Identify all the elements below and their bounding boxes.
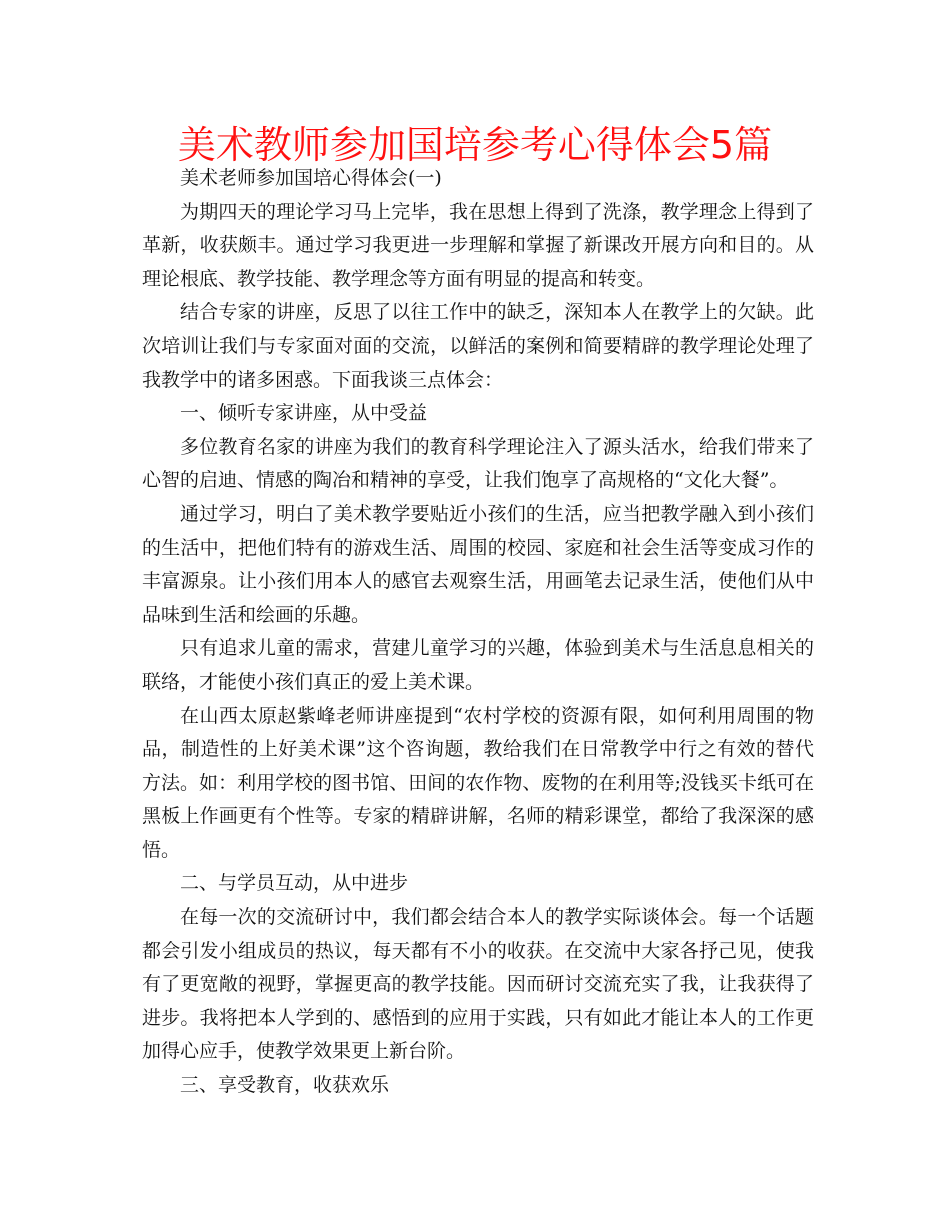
- paragraph: 结合专家的讲座，反思了以往工作中的缺乏，深知本人在教学上的欠缺。此次培训让我们与专家面对面的交流，以鲜活的案例和简要精辟的教学理论处理了我教学中的诸多困惑。下面我谈三点体会：: [142, 301, 814, 391]
- paragraph: 只有追求儿童的需求，营建儿童学习的兴趣，体验到美术与生活息息相关的联络，才能使小孩们真正的爱上美术课。: [142, 637, 814, 693]
- paragraph: 在山西太原赵紫峰老师讲座提到“农村学校的资源有限，如何利用周围的物品，制造性的上好美术课”这个咨询题，教给我们在日常教学中行之有效的替代方法。如：利用学校的图书馆、田间的农作物、废物的在利用等;没钱买卡纸可在黑板上作画更有个性等。专家的精辟讲解，名师的精彩课堂，都给了我深深的感悟。: [142, 704, 814, 861]
- subheading: 一、倾听专家讲座，从中受益: [180, 402, 428, 425]
- paragraph: 在每一次的交流研讨中，我们都会结合本人的教学实际谈体会。每一个话题都会引发小组成员的热议，每天都有不小的收获。在交流中大家各抒己见，使我有了更宽敞的视野，掌握更高的教学技能。因而研讨交流充实了我，让我获得了进步。我将把本人学到的、感悟到的应用于实践，只有如此才能让本人的工作更加得心应手，使教学效果更上新台阶。: [142, 906, 814, 1063]
- subheading: 二、与学员互动，从中进步: [180, 872, 409, 895]
- paragraph: 通过学习，明白了美术教学要贴近小孩们的生活，应当把教学融入到小孩们的生活中，把他们特有的游戏生活、周围的校园、家庭和社会生活等变成习作的丰富源泉。让小孩们用本人的感官去观察生活，用画笔去记录生活，使他们从中品味到生活和绘画的乐趣。: [142, 502, 814, 626]
- document-body: [142, 162, 814, 1103]
- paragraph: 多位教育名家的讲座为我们的教育科学理论注入了源头活水，给我们带来了心智的启迪、情感的陶冶和精神的享受，让我们饱享了高规格的“文化大餐”。: [142, 435, 814, 492]
- subheading: 三、享受教育，收获欢乐: [180, 1074, 390, 1097]
- paragraph: 为期四天的理论学习马上完毕，我在思想上得到了洗涤，教学理念上得到了革新，收获颇丰。通过学习我更进一步理解和掌握了新课改开展方向和目的。从理论根底、教学技能、教学理念等方面有明显的提高和转变。: [142, 200, 814, 290]
- document-title: 美术教师参加国培参考心得体会5篇: [177, 123, 773, 167]
- section-heading: 美术老师参加国培心得体会(一): [180, 167, 442, 189]
